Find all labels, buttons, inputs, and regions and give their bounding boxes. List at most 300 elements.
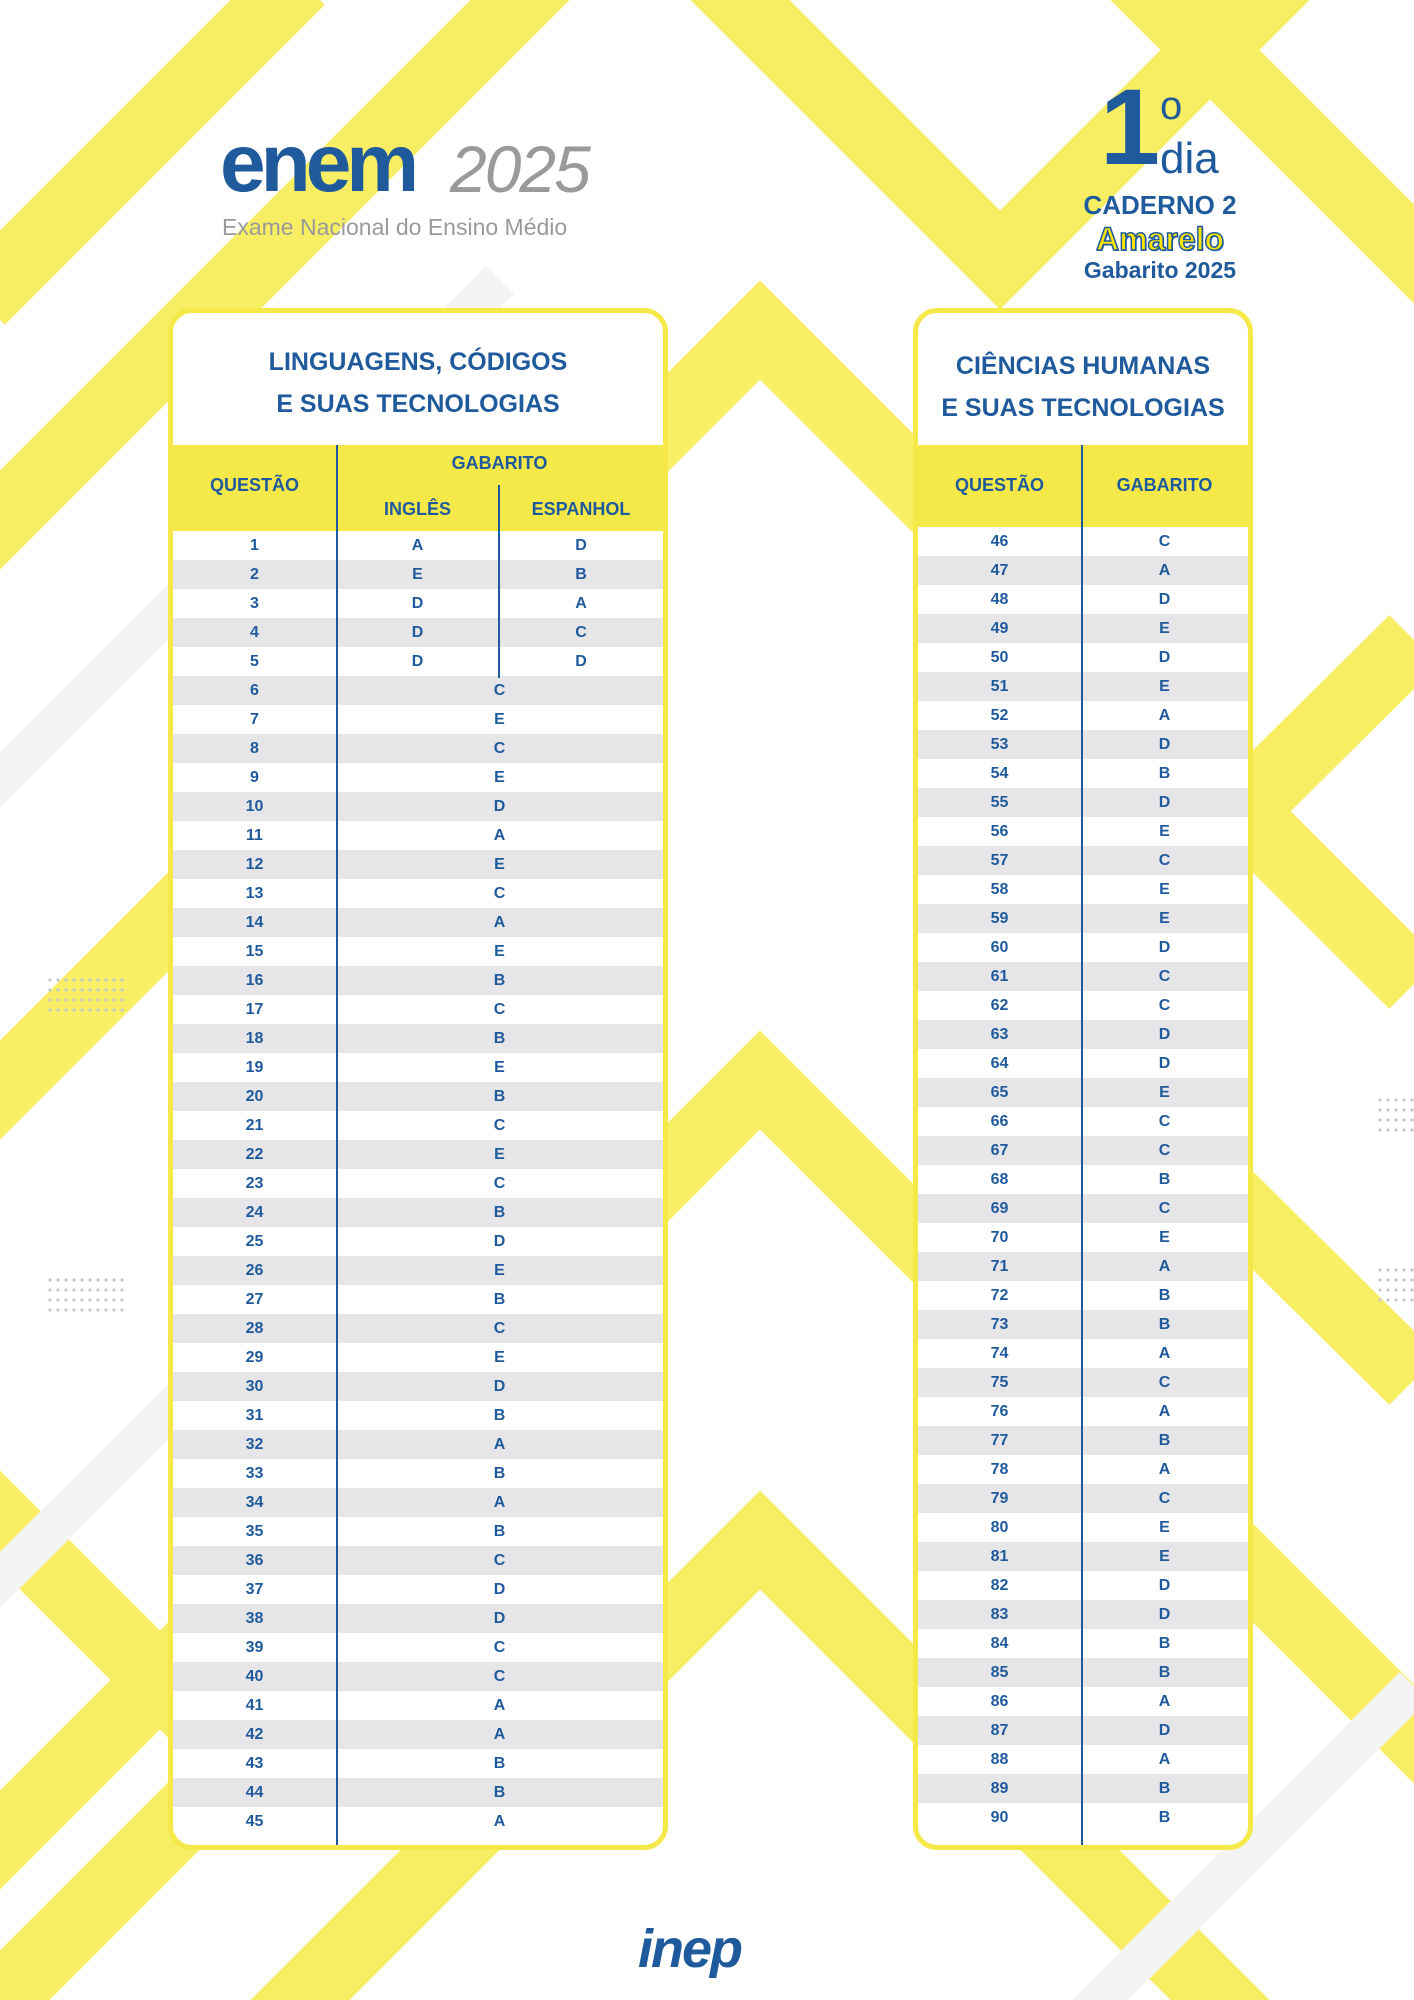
table-row xyxy=(173,1053,663,1082)
table-row xyxy=(918,1107,1248,1136)
table-row xyxy=(173,1575,663,1604)
answer-letter: A xyxy=(1158,1403,1171,1420)
table-row xyxy=(173,1227,663,1256)
question-number: 60 xyxy=(990,939,1009,956)
question-number: 77 xyxy=(990,1432,1009,1449)
answer-letter: E xyxy=(1159,823,1170,840)
table-row xyxy=(173,705,663,734)
table-row xyxy=(173,1024,663,1053)
table-row xyxy=(173,1604,663,1633)
panel-title xyxy=(173,313,663,445)
answer-letter: A xyxy=(493,1697,506,1714)
table-row xyxy=(918,1310,1248,1339)
question-number: 85 xyxy=(990,1664,1009,1681)
question-number: 72 xyxy=(990,1287,1009,1304)
answer-letter: D xyxy=(1158,1026,1171,1043)
table-row xyxy=(918,759,1248,788)
table-row xyxy=(173,1169,663,1198)
caderno-label: CADERNO 2 xyxy=(1083,190,1237,220)
answer-letter: C xyxy=(493,1668,506,1685)
question-number: 21 xyxy=(245,1117,264,1134)
table-row xyxy=(918,904,1248,933)
answer-letter: C xyxy=(493,682,506,699)
question-number: 8 xyxy=(250,740,259,757)
col-questao: QUESTÃO xyxy=(954,475,1044,495)
table-row xyxy=(173,1778,663,1807)
table-row xyxy=(918,1600,1248,1629)
answer-letter: A xyxy=(1158,1461,1171,1478)
table-row xyxy=(173,1082,663,1111)
question-number: 5 xyxy=(250,653,259,670)
answer-espanhol: B xyxy=(575,566,587,583)
question-number: 50 xyxy=(990,649,1009,666)
table-row xyxy=(918,585,1248,614)
table-row xyxy=(173,1720,663,1749)
answer-letter: B xyxy=(493,1465,506,1482)
answer-letter: D xyxy=(1158,1055,1171,1072)
panel-title-line2: E SUAS TECNOLOGIAS xyxy=(276,390,560,418)
answer-letter: C xyxy=(1158,997,1171,1014)
table-row xyxy=(918,1020,1248,1049)
table-row xyxy=(918,933,1248,962)
table-row xyxy=(918,672,1248,701)
answer-espanhol: A xyxy=(575,595,587,612)
question-number: 26 xyxy=(245,1262,264,1279)
answer-letter: E xyxy=(1159,881,1170,898)
header-divider xyxy=(336,445,338,531)
answer-letter: B xyxy=(1158,1287,1171,1304)
question-number: 59 xyxy=(990,910,1009,927)
question-number: 33 xyxy=(245,1465,264,1482)
table-row xyxy=(918,556,1248,585)
question-number: 66 xyxy=(990,1113,1009,1130)
column-divider xyxy=(1081,445,1083,1850)
table-row xyxy=(918,991,1248,1020)
table-row xyxy=(918,1165,1248,1194)
question-number: 76 xyxy=(990,1403,1009,1420)
question-number: 22 xyxy=(245,1146,264,1163)
answer-letter: C xyxy=(493,1639,506,1656)
answer-letter: C xyxy=(493,1117,506,1134)
question-number: 36 xyxy=(245,1552,264,1569)
panel-title-line2: E SUAS TECNOLOGIAS xyxy=(941,394,1225,422)
answer-letter: B xyxy=(493,972,506,989)
table-row xyxy=(173,850,663,879)
answer-letter: C xyxy=(1158,1374,1171,1391)
day-badge xyxy=(1060,66,1260,188)
question-number: 18 xyxy=(245,1030,264,1047)
table-row xyxy=(173,1662,663,1691)
question-number: 74 xyxy=(990,1345,1009,1362)
table-row xyxy=(918,1078,1248,1107)
answer-letter: D xyxy=(493,1233,506,1250)
table-row xyxy=(173,1459,663,1488)
question-number: 79 xyxy=(990,1490,1009,1507)
answer-letter: D xyxy=(493,1378,506,1395)
question-number: 31 xyxy=(245,1407,264,1424)
question-number: 39 xyxy=(245,1639,264,1656)
table-row xyxy=(918,962,1248,991)
table-row xyxy=(918,1687,1248,1716)
table-row xyxy=(173,1314,663,1343)
answer-letter: C xyxy=(1158,1142,1171,1159)
panel-title xyxy=(918,313,1248,445)
question-number: 57 xyxy=(990,852,1009,869)
panel-title-line1: LINGUAGENS, CÓDIGOS xyxy=(268,348,568,376)
question-number: 68 xyxy=(990,1171,1009,1188)
table-row xyxy=(173,734,663,763)
answer-letter: B xyxy=(1158,1780,1171,1797)
answer-letter: B xyxy=(1158,1432,1171,1449)
answer-letter: A xyxy=(1158,1693,1171,1710)
answer-letter: A xyxy=(1158,707,1171,724)
col-questao: QUESTÃO xyxy=(209,475,299,495)
table-row xyxy=(173,879,663,908)
table-row xyxy=(918,1803,1248,1832)
answer-letter: D xyxy=(1158,649,1171,666)
table-row xyxy=(173,647,663,676)
answer-letter: D xyxy=(1158,1606,1171,1623)
answer-letter: A xyxy=(493,914,506,931)
question-number: 28 xyxy=(245,1320,264,1337)
question-number: 32 xyxy=(245,1436,264,1453)
table-row xyxy=(173,966,663,995)
inep-logo: inep xyxy=(638,1919,742,1979)
table-row xyxy=(173,1401,663,1430)
answer-letter: D xyxy=(493,1581,506,1598)
question-number: 52 xyxy=(990,707,1009,724)
answer-letter: E xyxy=(494,1349,505,1366)
table-row xyxy=(173,1749,663,1778)
question-number: 75 xyxy=(990,1374,1009,1391)
ciencias-humanas-answer-panel xyxy=(913,308,1253,1850)
answer-letter: E xyxy=(494,1262,505,1279)
answer-letter: B xyxy=(493,1523,506,1540)
column-divider xyxy=(336,531,338,1850)
answer-letter: D xyxy=(1158,939,1171,956)
question-number: 19 xyxy=(245,1059,264,1076)
question-number: 37 xyxy=(245,1581,264,1598)
question-number: 20 xyxy=(245,1088,264,1105)
question-number: 30 xyxy=(245,1378,264,1395)
answer-letter: B xyxy=(1158,1316,1171,1333)
question-number: 12 xyxy=(245,856,264,873)
answer-letter: B xyxy=(1158,765,1171,782)
question-number: 53 xyxy=(990,736,1009,753)
answer-letter: A xyxy=(493,1494,506,1511)
table-row xyxy=(173,589,663,618)
caderno-color: Amarelo xyxy=(1095,221,1225,257)
table-row xyxy=(918,1049,1248,1078)
question-number: 13 xyxy=(245,885,264,902)
answer-letter: B xyxy=(493,1291,506,1308)
answer-ingles: D xyxy=(411,595,424,612)
answer-letter: C xyxy=(493,1001,506,1018)
logo-main-text: enem xyxy=(220,118,415,209)
table-row xyxy=(173,1285,663,1314)
question-number: 70 xyxy=(990,1229,1009,1246)
table-row xyxy=(173,676,663,705)
question-number: 54 xyxy=(990,765,1009,782)
answer-letter: A xyxy=(493,1813,506,1830)
table-row xyxy=(918,1281,1248,1310)
table-row xyxy=(918,527,1248,556)
question-number: 42 xyxy=(245,1726,264,1743)
day-info xyxy=(1060,66,1260,284)
table-row xyxy=(173,1488,663,1517)
day-label: dia xyxy=(1160,134,1219,183)
answer-letter: C xyxy=(1158,1490,1171,1507)
question-number: 2 xyxy=(250,566,259,583)
answer-letter: E xyxy=(494,769,505,786)
question-number: 48 xyxy=(990,591,1009,608)
question-number: 35 xyxy=(245,1523,264,1540)
question-number: 63 xyxy=(990,1026,1009,1043)
answer-ingles: A xyxy=(411,537,424,554)
question-number: 73 xyxy=(990,1316,1009,1333)
question-number: 25 xyxy=(245,1233,264,1250)
answer-letter: B xyxy=(493,1784,506,1801)
table-row xyxy=(918,701,1248,730)
question-number: 15 xyxy=(245,943,264,960)
question-number: 47 xyxy=(990,562,1009,579)
table-row xyxy=(918,846,1248,875)
answer-letter: B xyxy=(1158,1171,1171,1188)
answer-letter: E xyxy=(1159,1519,1170,1536)
answer-letter: A xyxy=(493,827,506,844)
table-row xyxy=(918,1397,1248,1426)
question-number: 84 xyxy=(990,1635,1009,1652)
table-row xyxy=(918,817,1248,846)
answer-letter: B xyxy=(1158,1664,1171,1681)
table-row xyxy=(173,1372,663,1401)
question-number: 65 xyxy=(990,1084,1009,1101)
table-row xyxy=(918,1774,1248,1803)
answer-letter: E xyxy=(1159,1229,1170,1246)
question-number: 58 xyxy=(990,881,1009,898)
table-row xyxy=(918,1542,1248,1571)
answer-ingles: D xyxy=(411,624,424,641)
question-number: 55 xyxy=(990,794,1009,811)
question-number: 61 xyxy=(990,968,1009,985)
question-number: 86 xyxy=(990,1693,1009,1710)
table-header xyxy=(173,445,663,531)
answer-letter: B xyxy=(1158,1635,1171,1652)
panel-title-line1: CIÊNCIAS HUMANAS xyxy=(955,352,1211,380)
question-number: 78 xyxy=(990,1461,1009,1478)
answer-letter: E xyxy=(1159,620,1170,637)
table-row xyxy=(173,1691,663,1720)
table-row xyxy=(918,1136,1248,1165)
answer-letter: B xyxy=(1158,1809,1171,1826)
answer-letter: E xyxy=(1159,1084,1170,1101)
question-number: 11 xyxy=(246,827,263,844)
answer-letter: D xyxy=(493,1610,506,1627)
table-row xyxy=(173,763,663,792)
answer-letter: E xyxy=(1159,1548,1170,1565)
question-number: 88 xyxy=(990,1751,1009,1768)
question-number: 23 xyxy=(245,1175,264,1192)
question-number: 38 xyxy=(245,1610,264,1627)
answer-letter: E xyxy=(1159,910,1170,927)
answer-letter: D xyxy=(1158,736,1171,753)
answer-letter: C xyxy=(1158,533,1171,550)
table-row xyxy=(918,1629,1248,1658)
answer-letter: C xyxy=(493,1320,506,1337)
question-number: 90 xyxy=(990,1809,1009,1826)
table-row xyxy=(918,1513,1248,1542)
question-number: 17 xyxy=(245,1001,264,1018)
question-number: 56 xyxy=(990,823,1009,840)
answer-letter: C xyxy=(1158,1113,1171,1130)
table-row xyxy=(918,1484,1248,1513)
table-row xyxy=(918,1716,1248,1745)
table-row xyxy=(173,1546,663,1575)
table-row xyxy=(918,1658,1248,1687)
table-row xyxy=(173,1256,663,1285)
answer-letter: A xyxy=(1158,1258,1171,1275)
answer-letter: A xyxy=(493,1726,506,1743)
answer-letter: E xyxy=(494,1059,505,1076)
col-gabarito: GABARITO xyxy=(1116,475,1213,495)
answer-letter: C xyxy=(1158,1200,1171,1217)
question-number: 71 xyxy=(990,1258,1009,1275)
table-row xyxy=(173,1198,663,1227)
question-number: 81 xyxy=(990,1548,1009,1565)
day-number: 1 xyxy=(1100,66,1161,187)
question-number: 89 xyxy=(990,1780,1009,1797)
table-row xyxy=(173,1517,663,1546)
answer-letter: A xyxy=(1158,562,1171,579)
logo-subtitle: Exame Nacional do Ensino Médio xyxy=(222,214,568,240)
question-number: 80 xyxy=(990,1519,1009,1536)
question-number: 16 xyxy=(245,972,264,989)
answer-letter: D xyxy=(1158,1722,1171,1739)
table-row xyxy=(173,1633,663,1662)
question-number: 64 xyxy=(990,1055,1009,1072)
question-number: 45 xyxy=(245,1813,264,1830)
question-number: 46 xyxy=(990,533,1009,550)
answer-letter: E xyxy=(494,943,505,960)
answer-rows xyxy=(918,527,1248,1832)
question-number: 62 xyxy=(990,997,1009,1014)
question-number: 3 xyxy=(250,595,259,612)
logo-year-text: 2025 xyxy=(450,132,589,206)
table-row xyxy=(173,1111,663,1140)
table-row xyxy=(173,908,663,937)
table-row xyxy=(173,995,663,1024)
answer-letter: E xyxy=(1159,678,1170,695)
table-row xyxy=(918,614,1248,643)
question-number: 43 xyxy=(245,1755,264,1772)
answer-letter: A xyxy=(1158,1751,1171,1768)
table-row xyxy=(173,821,663,850)
answer-letter: B xyxy=(493,1030,506,1047)
question-number: 9 xyxy=(250,769,259,786)
answer-ingles: E xyxy=(412,566,423,583)
table-row xyxy=(918,1455,1248,1484)
answer-letter: B xyxy=(493,1204,506,1221)
question-number: 82 xyxy=(990,1577,1009,1594)
table-row xyxy=(918,643,1248,672)
answer-letter: D xyxy=(1158,794,1171,811)
question-number: 29 xyxy=(245,1349,264,1366)
table-row xyxy=(173,937,663,966)
question-number: 44 xyxy=(245,1784,264,1801)
table-row xyxy=(918,1223,1248,1252)
question-number: 7 xyxy=(250,711,259,728)
table-row xyxy=(173,1807,663,1836)
answer-letter: C xyxy=(493,1552,506,1569)
answer-letter: E xyxy=(494,856,505,873)
question-number: 49 xyxy=(990,620,1009,637)
question-number: 1 xyxy=(250,537,259,554)
table-row xyxy=(918,1194,1248,1223)
gabarito-year: Gabarito 2025 xyxy=(1083,257,1237,283)
answer-letter: C xyxy=(1158,852,1171,869)
table-row xyxy=(173,1430,663,1459)
question-number: 6 xyxy=(250,682,259,699)
question-number: 51 xyxy=(990,678,1009,695)
answer-letter: D xyxy=(1158,591,1171,608)
question-number: 87 xyxy=(990,1722,1009,1739)
table-row xyxy=(918,1252,1248,1281)
question-number: 83 xyxy=(990,1606,1009,1623)
table-row xyxy=(918,1426,1248,1455)
question-number: 10 xyxy=(245,798,264,815)
col-ingles: INGLÊS xyxy=(383,499,451,519)
question-number: 67 xyxy=(990,1142,1009,1159)
col-espanhol: ESPANHOL xyxy=(531,499,631,519)
answer-letter: E xyxy=(494,711,505,728)
question-number: 40 xyxy=(245,1668,264,1685)
table-header xyxy=(918,445,1248,527)
table-row xyxy=(173,1343,663,1372)
table-row xyxy=(918,1571,1248,1600)
linguagens-answer-panel xyxy=(168,308,668,1850)
day-ordinal: o xyxy=(1160,84,1183,128)
answer-espanhol: D xyxy=(575,537,587,554)
language-divider xyxy=(498,531,500,678)
question-number: 41 xyxy=(245,1697,264,1714)
question-number: 14 xyxy=(245,914,264,931)
answer-letter: E xyxy=(494,1146,505,1163)
table-row xyxy=(173,1140,663,1169)
answer-letter: D xyxy=(493,798,506,815)
question-number: 24 xyxy=(245,1204,264,1221)
table-row xyxy=(173,792,663,821)
answer-letter: D xyxy=(1158,1577,1171,1594)
answer-ingles: D xyxy=(411,653,424,670)
table-row xyxy=(173,531,663,560)
question-number: 27 xyxy=(245,1291,264,1308)
table-row xyxy=(918,1368,1248,1397)
question-number: 69 xyxy=(990,1200,1009,1217)
question-number: 4 xyxy=(250,624,259,641)
table-row xyxy=(173,560,663,589)
answer-letter: C xyxy=(1158,968,1171,985)
table-row xyxy=(918,1745,1248,1774)
answer-letter: C xyxy=(493,740,506,757)
answer-letter: C xyxy=(493,1175,506,1192)
answer-letter: A xyxy=(493,1436,506,1453)
table-row xyxy=(918,788,1248,817)
answer-espanhol: D xyxy=(575,653,587,670)
answer-rows xyxy=(173,531,663,1836)
header-subdivider xyxy=(498,485,500,531)
answer-espanhol: C xyxy=(575,624,587,641)
answer-letter: B xyxy=(493,1755,506,1772)
